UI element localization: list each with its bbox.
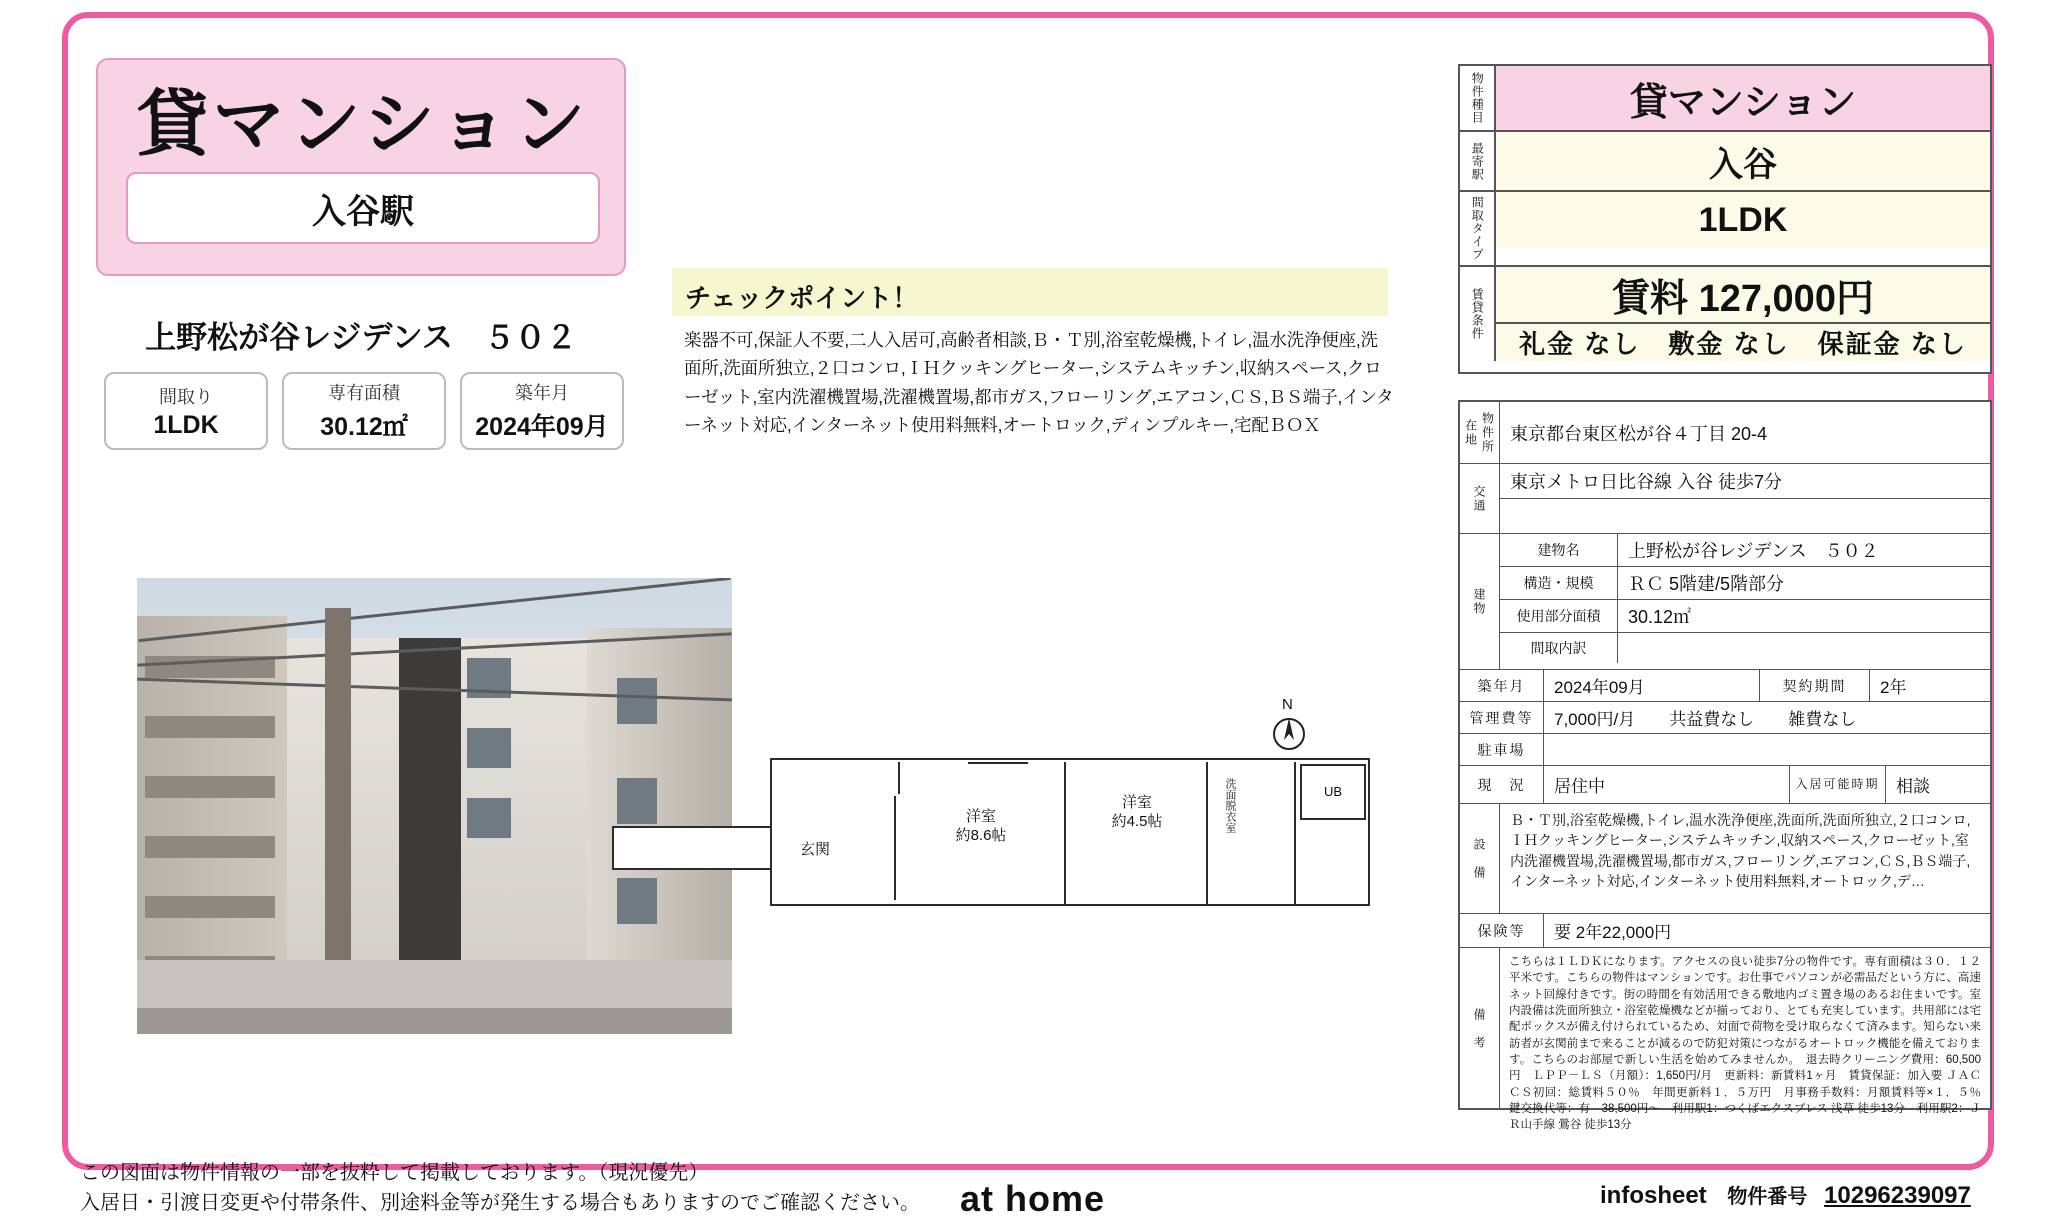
building-sub-table bbox=[1500, 534, 1990, 669]
bukken-number: 10296239097 bbox=[1824, 1182, 1971, 1209]
detail-label-movein: 入居可能時期 bbox=[1790, 766, 1886, 803]
detail-table bbox=[1458, 400, 1993, 1132]
detail-value-access-1: 東京メトロ日比谷線 入谷 徒歩7分 bbox=[1500, 464, 1990, 499]
detail-row-status bbox=[1460, 766, 1990, 804]
floor-plan bbox=[770, 758, 1370, 906]
building-row-name bbox=[1500, 534, 1990, 567]
detail-value-equip: Ｂ・Ｔ別,浴室乾燥機,トイレ,温水洗浄便座,洗面所,洗面所独立,２口コンロ,ＩＨクッキングヒーター,システムキッチン,収納スペース,クローゼット,室内洗濯機置場,洗濯機置場,都市ガス,フローリング,エアコン,ＣＳ,ＢＳ端子,インターネット対応,インターネット使用料無料,オートロック,デ… bbox=[1510, 812, 1971, 889]
washroom-label: 洗面脱衣室 bbox=[1224, 778, 1236, 833]
spec-area bbox=[282, 372, 446, 450]
detail-value-address: 東京都台東区松が谷４丁目 20-4 bbox=[1510, 423, 1768, 444]
summary-value-rent: 賃料 127,000円 bbox=[1496, 267, 1990, 324]
detail-label-status: 現 況 bbox=[1460, 766, 1544, 803]
building-value-name: 上野松が谷レジデンス ５０２ bbox=[1628, 541, 1879, 561]
infosheet-footer bbox=[1600, 1180, 1971, 1210]
detail-row-year bbox=[1460, 670, 1990, 702]
room-2-label: 洋室 bbox=[1121, 794, 1152, 811]
detail-label-building: 建物 bbox=[1460, 534, 1500, 669]
room-1 bbox=[898, 762, 1066, 906]
building-value-structure: ＲＣ 5階建/5階部分 bbox=[1628, 574, 1785, 594]
detail-row-building bbox=[1460, 534, 1990, 670]
footer-note-line2: 入居日・引渡日変更や付帯条件、別途料金等が発生する場合もありますのでご確認ください。 bbox=[80, 1192, 920, 1214]
footer-note-line1: この図面は物件情報の一部を抜粋して掲載しております。（現況優先） bbox=[80, 1162, 709, 1184]
footer-note bbox=[80, 1158, 980, 1218]
infosheet-label: infosheet bbox=[1600, 1182, 1707, 1209]
entrance-label: 玄関 bbox=[800, 841, 831, 858]
summary-label-station: 最寄駅 bbox=[1460, 132, 1496, 190]
summary-row-station bbox=[1460, 132, 1990, 192]
detail-label-equip: 設 備 bbox=[1460, 804, 1500, 913]
detail-value-contract: 2年 bbox=[1880, 678, 1907, 697]
checkpoint-text: 楽器不可,保証人不要,二人入居可,高齢者相談,Ｂ・Ｔ別,浴室乾燥機,トイレ,温水洗浄便座,洗面所,洗面所独立,２口コンロ,ＩＨクッキングヒーター,システムキッチン,収納スペース,クローゼット,室内洗濯機置場,洗濯機置場,都市ガス,フローリング,エアコン,ＣＳ,ＢＳ端子,インターネット対応,インターネット使用料無料,オートロック,ディンプルキー,宅配ＢＯＸ bbox=[684, 330, 1394, 436]
room-1-size: 約8.6帖 bbox=[955, 826, 1007, 844]
exterior-photo bbox=[137, 578, 732, 1034]
detail-row-equip bbox=[1460, 804, 1990, 914]
detail-row-access bbox=[1460, 464, 1990, 534]
building-value-area: 30.12㎡ bbox=[1628, 607, 1692, 627]
detail-label-parking: 駐車場 bbox=[1460, 734, 1544, 765]
detail-label-access: 交通 bbox=[1460, 464, 1500, 533]
bukken-label: 物件番号 bbox=[1727, 1186, 1808, 1208]
athome-logo: at home bbox=[960, 1178, 1106, 1219]
building-label-layoutdetail: 間取内訳 bbox=[1500, 633, 1618, 663]
kitchen-area bbox=[1300, 830, 1366, 902]
summary-label-type: 物件種目 bbox=[1460, 66, 1496, 130]
summary-row-layout bbox=[1460, 192, 1990, 267]
building-label-name: 建物名 bbox=[1500, 534, 1618, 566]
building-row-area bbox=[1500, 600, 1990, 633]
spec-builtyear bbox=[460, 372, 624, 450]
detail-value-access-2 bbox=[1500, 499, 1990, 533]
detail-label-year: 築年月 bbox=[1460, 670, 1544, 701]
room-2-size: 約4.5帖 bbox=[1111, 812, 1163, 830]
spec-builtyear-label: 築年月 bbox=[515, 383, 569, 403]
detail-row-insurance bbox=[1460, 914, 1990, 948]
entrance-area bbox=[778, 796, 896, 900]
detail-value-movein: 相談 bbox=[1896, 777, 1930, 796]
checkpoint-title: チェックポイント！ bbox=[685, 283, 919, 313]
building-row-layoutdetail bbox=[1500, 633, 1990, 663]
detail-label-remark: 備 考 bbox=[1460, 948, 1500, 1110]
summary-label-terms: 賃貸条件 bbox=[1460, 267, 1496, 361]
compass-north-label: N bbox=[1282, 696, 1293, 713]
detail-value-parking bbox=[1544, 734, 1990, 765]
detail-row-remark bbox=[1460, 948, 1993, 1132]
summary-row-type bbox=[1460, 66, 1990, 132]
building-label-structure: 構造・規模 bbox=[1500, 567, 1618, 599]
detail-row-address bbox=[1460, 402, 1990, 464]
property-type-title: 貸マンション bbox=[136, 82, 590, 166]
spec-layout bbox=[104, 372, 268, 450]
summary-value-layout: 1LDK bbox=[1496, 192, 1990, 248]
detail-label-contract: 契約期間 bbox=[1760, 670, 1870, 701]
detail-value-remark: こちらは１ＬＤＫになります。アクセスの良い徒歩7分の物件です。専有面積は３０．１２平米です。こちらの物件はマンションです。お仕事でパソコンが必需品だという方に、高速ネット回線付きです。街の時間を有効活用できる敷地内ゴミ置き場のあるお住まいです。室内設備は洗面所独立・浴室乾燥機などが揃っており、とても充実しています。共用部には宅配ボックスが備え付けられているため、対面で荷物を受け取らなくて済みます。知らない来訪者が玄関前まで来ることが減るので防犯対策につながるオートロック機能を備えております。こちらのお部屋で新しい生活を始めてみませんか。 退去時クリーニング費用：60,500円 ＬＰＰ－ＬＳ（月額）：1,650円/月 更新料：新賃料1ヶ月 賃貸保証：加入要 ＪＡＣＣＳ初回：総賃料５０％ 年間更新料１．５万円 月事務手数料：月額賃料等×１．５％ 鍵交換代等：有 38,500円〜 利用駅1：つくばエクスプレス 浅草 徒歩13分 利用駅2：ＪＲ山手線 鶯谷 徒歩13分 bbox=[1509, 956, 1993, 1132]
property-type-title-box bbox=[96, 58, 626, 276]
building-row-structure bbox=[1500, 567, 1990, 600]
unit-bath-area bbox=[1300, 764, 1366, 820]
detail-value-year: 2024年09月 bbox=[1544, 670, 1760, 701]
spec-summary-row bbox=[104, 372, 624, 450]
summary-value-type: 貸マンション bbox=[1496, 66, 1990, 130]
summary-label-layout: 間取タイプ bbox=[1460, 192, 1496, 265]
station-name-box: 入谷駅 bbox=[126, 172, 600, 244]
unit-bath-label: UB bbox=[1323, 784, 1343, 799]
spec-layout-label: 間取り bbox=[159, 386, 213, 407]
detail-label-fee: 管理費等 bbox=[1460, 702, 1544, 733]
summary-row-rent bbox=[1460, 267, 1990, 361]
detail-value-status: 居住中 bbox=[1544, 766, 1790, 803]
detail-value-insurance: 要 2年22,000円 bbox=[1554, 923, 1672, 942]
washroom-area bbox=[1210, 762, 1296, 906]
detail-row-fee bbox=[1460, 702, 1990, 734]
room-2 bbox=[1068, 762, 1208, 906]
summary-table bbox=[1458, 64, 1992, 374]
compass-icon bbox=[1262, 696, 1322, 760]
spec-builtyear-value: 2024年09月 bbox=[475, 413, 609, 441]
spec-area-label: 専有面積 bbox=[328, 383, 400, 403]
detail-label-insurance: 保険等 bbox=[1460, 914, 1544, 947]
spec-layout-value: 1LDK bbox=[153, 410, 219, 439]
building-value-layoutdetail bbox=[1618, 633, 1990, 663]
detail-row-parking bbox=[1460, 734, 1990, 766]
building-name-heading: 上野松が谷レジデンス ５０２ bbox=[145, 320, 577, 355]
summary-value-station: 入谷 bbox=[1496, 132, 1990, 190]
summary-value-deposit: 礼金 なし 敷金 なし 保証金 なし bbox=[1496, 324, 1990, 361]
detail-label-address: 物件所在地 bbox=[1460, 402, 1500, 463]
balcony-area bbox=[612, 826, 772, 870]
building-label-area: 使用部分面積 bbox=[1500, 600, 1618, 632]
spec-area-value: 30.12㎡ bbox=[320, 413, 408, 441]
detail-value-fee: 7,000円/月 共益費なし 雑費なし bbox=[1554, 710, 1857, 729]
room-1-label: 洋室 bbox=[965, 808, 996, 825]
